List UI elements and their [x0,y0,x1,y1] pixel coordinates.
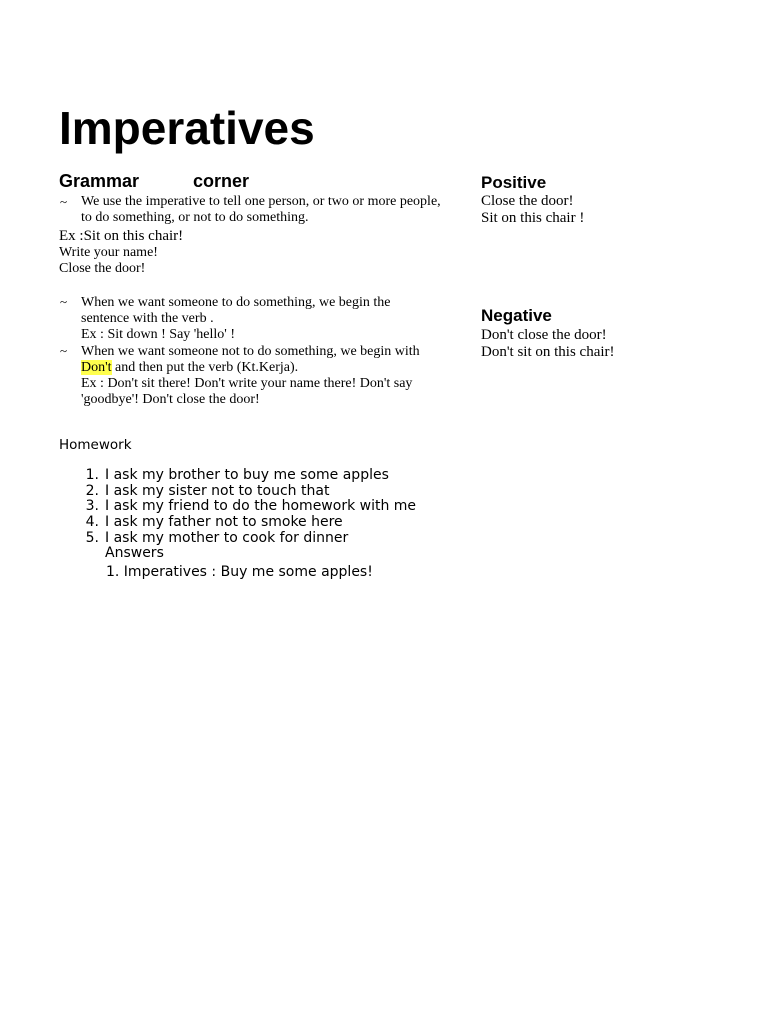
bullet2-line3: Ex : Sit down ! Say 'hello' ! [81,327,235,342]
page-title: Imperatives [59,102,315,154]
homework-item-text: I ask my mother to cook for dinner [105,530,349,546]
negative-heading: Negative [481,306,552,325]
example-2: Write your name! [59,245,158,260]
bullet-symbol: ~ [60,343,68,358]
bullet1-line1: We use the imperative to tell one person, or two or more people, [81,194,441,209]
homework-item [75,467,389,483]
homework-item-number: 5. [85,530,99,546]
bullet3-line2 [81,360,298,376]
highlighted-dont: Don't [81,360,112,375]
bullet3-line4: 'goodbye'! Don't close the door! [81,392,260,407]
homework-item-text: I ask my father not to smoke here [105,514,343,530]
homework-item-number: 2. [85,483,99,499]
bullet1-line2: to do something, or not to do something. [81,210,309,225]
homework-item [75,514,343,530]
bullet3-line3: Ex : Don't sit there! Don't write your name there! Don't say [81,376,413,391]
homework-heading: Homework [59,437,132,453]
grammar-heading-corner: corner [193,171,250,191]
example-3: Close the door! [59,261,146,276]
homework-item-number: 1. [85,467,99,483]
bullet3-line2-rest: and then put the verb (Kt.Kerja). [111,360,299,375]
grammar-heading-grammar: Grammar [59,171,140,191]
example-1: Ex :Sit on this chair! [59,228,184,244]
bullet2-line2: sentence with the verb . [81,311,214,326]
homework-item [75,498,416,514]
homework-item [75,530,348,546]
positive-heading: Positive [481,173,547,192]
negative-item: Don't close the door! [481,327,607,343]
homework-item [75,483,329,499]
answers-label: Answers [105,545,164,561]
answer-1: 1. Imperatives : Buy me some apples! [106,564,373,580]
bullet2-line1: When we want someone to do something, we begin the [81,295,391,310]
bullet-symbol: ~ [60,194,68,209]
homework-item-text: I ask my sister not to touch that [105,483,330,499]
negative-item: Don't sit on this chair! [481,344,615,360]
homework-item-text: I ask my brother to buy me some apples [105,467,389,483]
homework-item-text: I ask my friend to do the homework with me [105,498,417,514]
positive-item: Sit on this chair ! [481,210,585,226]
bullet-symbol: ~ [60,294,68,309]
positive-item: Close the door! [481,193,574,209]
homework-item-number: 3. [85,498,99,514]
bullet3-line1: When we want someone not to do something, we begin with [81,344,420,359]
homework-item-number: 4. [85,514,99,530]
